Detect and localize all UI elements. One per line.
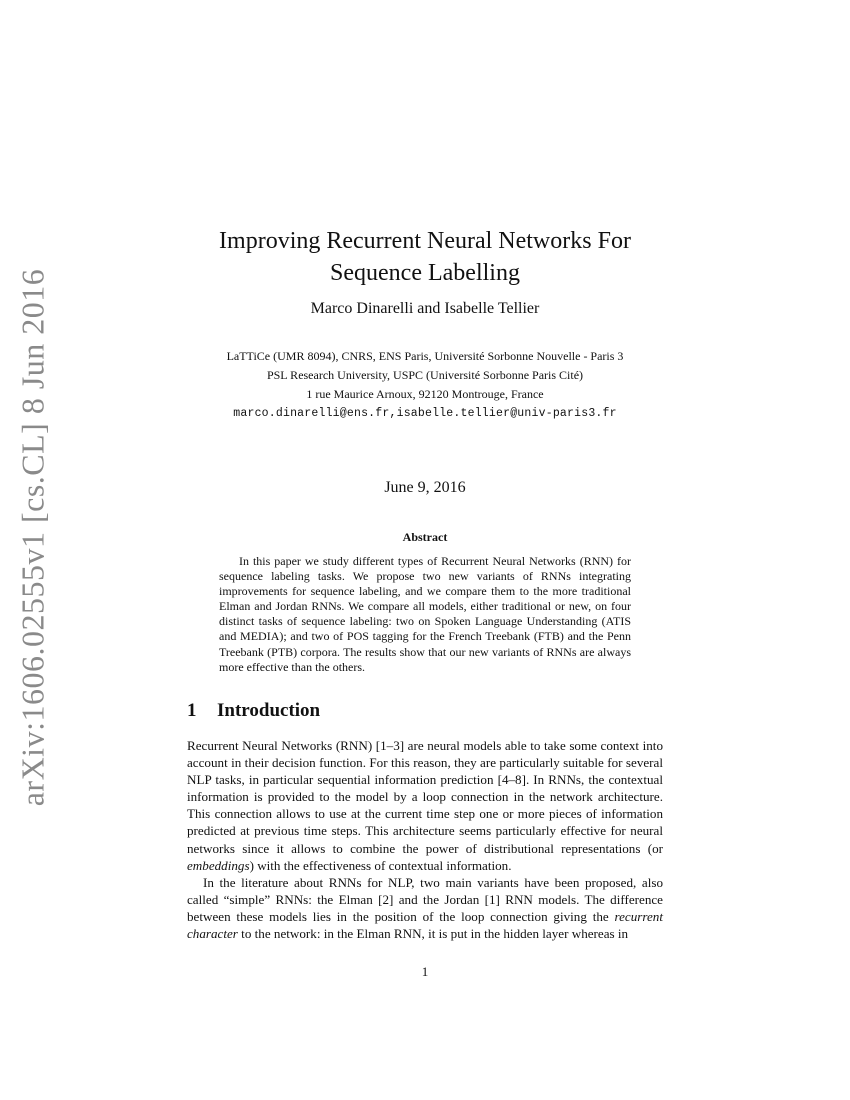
abstract-heading: Abstract: [402, 530, 448, 544]
paragraph-2-emphasis: recurrent character: [187, 908, 663, 942]
paper-title: [150, 225, 700, 289]
affiliation-line-2: PSL Research University, USPC (Université Sorbonne Paris Cité): [266, 368, 584, 382]
paper-authors: Marco Dinarelli and Isabelle Tellier: [310, 300, 540, 317]
section-number: 1: [187, 700, 197, 721]
affiliation-line-1: LaTTiCe (UMR 8094), CNRS, ENS Paris, Université Sorbonne Nouvelle - Paris 3: [226, 349, 624, 363]
paragraph-2-text-a: In the literature about RNNs for NLP, two main variants have been proposed, also called “simple” RNNs: the Elman [2] and the Jordan [1] RNN models. The difference between these models lies in the position of the loop connection giving the: [187, 874, 663, 924]
paragraph-2-text-b: to the network: in the Elman RNN, it is put in the hidden layer whereas in: [237, 926, 629, 942]
paper-title-line-2: Sequence Labelling: [330, 260, 520, 286]
paragraph-1-text-b: ) with the effectiveness of contextual information.: [249, 857, 512, 873]
paper-date: June 9, 2016: [384, 479, 466, 496]
introduction-paragraph-2: [187, 874, 663, 942]
section-title: Introduction: [217, 700, 321, 721]
introduction-paragraph-1: [187, 737, 663, 874]
introduction-body: [187, 737, 663, 942]
page-number: 1: [421, 964, 429, 979]
affiliation-line-3: 1 rue Maurice Arnoux, 92120 Montrouge, France: [306, 387, 544, 401]
author-emails: marco.dinarelli@ens.fr,isabelle.tellier@univ-paris3.fr: [233, 407, 617, 420]
paragraph-1-emphasis: embeddings: [187, 857, 250, 873]
arxiv-identifier-stamp: [8, 268, 58, 806]
arxiv-identifier-text: arXiv:1606.02555v1 [cs.CL] 8 Jun 2016: [14, 268, 51, 806]
abstract-text: In this paper we study different types of Recurrent Neural Networks (RNN) for sequence labeling tasks. We propose two new variants of RNNs integrating improvements for sequence labeling, and we compare them to the more traditional Elman and Jordan RNNs. We compare all models, either traditional or new, on four distinct tasks of sequence labeling: two on Spoken Language Understanding (ATIS and MEDIA); and two of POS tagging for the French Treebank (FTB) and the Penn Treebank (PTB) corpora. The results show that our new variants of RNNs are always more effective than the others.: [219, 554, 631, 674]
author-affiliation: [150, 347, 700, 423]
paragraph-1-text-a: Recurrent Neural Networks (RNN) [1–3] are neural models able to take some context into account in their decision function. For this reason, they are particularly suitable for several NLP tasks, in particular sequential information prediction [4–8]. In RNNs, the contextual information is provided to the model by a loop connection in the network architecture. This connection allows to use at the current time step one or more pieces of information predicted at previous time steps. This architecture seems particularly effective for neural networks since it allows to combine the power of distributional representations (or: [187, 738, 663, 856]
section-heading-introduction: [187, 700, 320, 722]
paper-title-line-1: Improving Recurrent Neural Networks For: [219, 228, 631, 254]
